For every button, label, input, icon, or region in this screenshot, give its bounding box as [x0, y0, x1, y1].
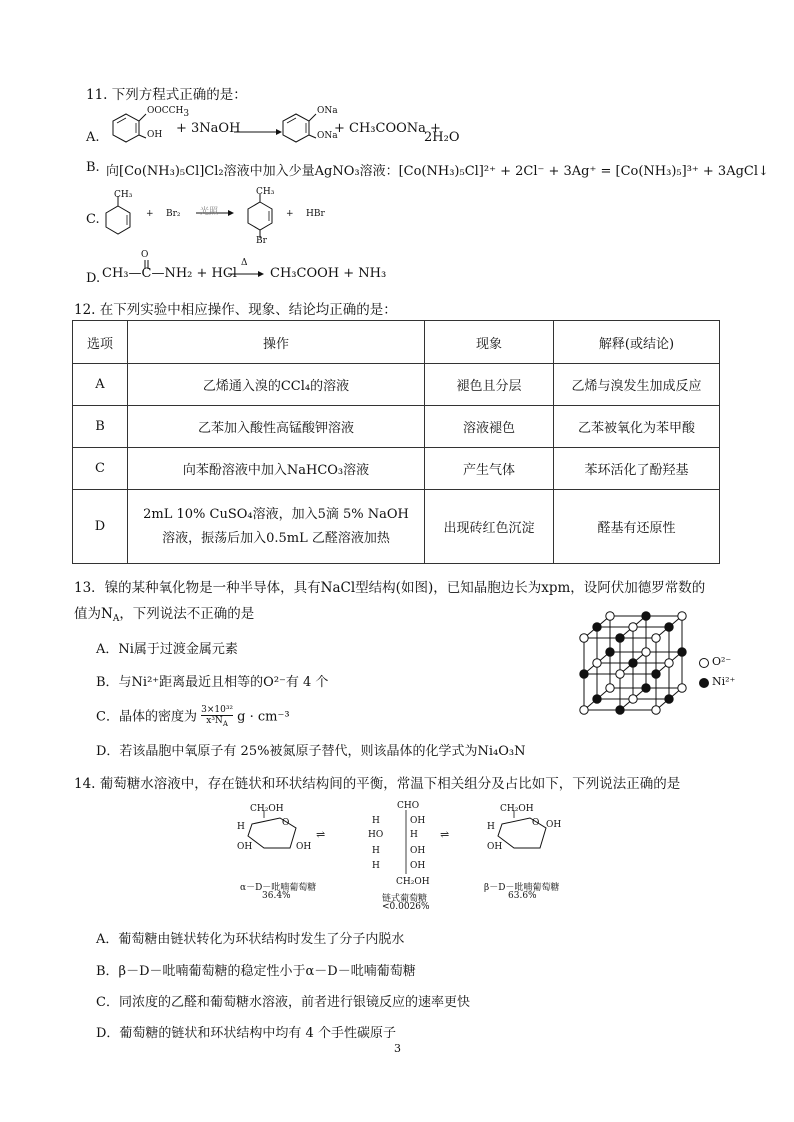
chain-oh-4: OH — [410, 861, 426, 871]
oxide-ion — [629, 623, 637, 631]
q14-stem: 14. 葡萄糖水溶液中，存在链状和环状结构间的平衡，常温下相关组分及占比如下，下列说法正确的是 — [74, 776, 681, 792]
cell-operation-line1: 2mL 10% CuSO₄溶液，加入5滴 5% NaOH — [143, 506, 409, 522]
q11-c-br2: Br₂ — [166, 209, 181, 219]
q13-option-d: D．若该晶胞中氧原子有 25%被氮原子替代，则该晶体的化学式为Ni₄O₃N — [96, 744, 526, 759]
q11-a-products: + CH₃COONa + — [334, 121, 441, 136]
equilibrium-arrow-1: ⇌ — [316, 828, 326, 841]
cell-operation-line2: 溶液，振荡后加入0.5mL 乙醛溶液加热 — [162, 530, 390, 546]
col-header-conclusion: 解释(或结论) — [554, 321, 720, 364]
q11-option-b-text: 向[Co(NH₃)₅Cl]Cl₂溶液中加入少量AgNO₃溶液：[Co(NH₃)₅Cl]²⁺ + 2Cl⁻ + 3Ag⁺ = [Co(NH₃)₅]³⁺ + 3AgCl↓ — [106, 164, 769, 179]
cell-conclusion: 乙苯被氧化为苯甲酸 — [554, 406, 720, 448]
q11-c-prod-br: Br — [256, 236, 267, 246]
nickel-legend-icon — [698, 677, 710, 689]
q11-a-ona-2: ONa — [317, 131, 338, 141]
q14-option-d: D．葡萄糖的链状和环状结构中均有 4 个手性碳原子 — [96, 1026, 396, 1041]
cell-conclusion: 苯环活化了酚羟基 — [554, 448, 720, 490]
oxide-ion — [665, 659, 673, 667]
oxide-ion — [678, 612, 686, 620]
cell-option: C — [73, 448, 128, 490]
q13-option-c: C．晶体的密度为 $\frac{\text{3×10³²}}{x^3N_A}$ g · cm⁻³ — [96, 705, 290, 728]
q11-option-d-label: D. — [86, 271, 101, 286]
q11-a-water: 2H₂O — [424, 130, 460, 145]
table-row — [73, 448, 720, 490]
cell-conclusion: 乙烯与溴发生加成反应 — [554, 364, 720, 406]
q11-c-plus1: + — [146, 209, 154, 219]
oxide-ion — [629, 695, 637, 703]
oxide-ion — [678, 684, 686, 692]
q11-c-plus2: + — [286, 209, 294, 219]
q14-option-a: A．葡萄糖由链状转化为环状结构时发生了分子内脱水 — [96, 932, 405, 947]
beta-percent: 63.6% — [508, 891, 537, 901]
q11-d-arrow — [228, 270, 264, 278]
nickel-ion — [593, 695, 601, 703]
cell-phenomenon: 褪色且分层 — [425, 364, 554, 406]
nickel-ion — [678, 648, 686, 656]
col-header-phenomenon: 现象 — [425, 321, 554, 364]
q11-d-left: CH₃—C—NH₂ + HCl — [102, 266, 237, 281]
chain-name: 链式葡萄糖 — [382, 894, 428, 904]
oxide-ion — [606, 612, 614, 620]
chain-h-1: H — [372, 816, 380, 826]
q11-c-structures — [100, 188, 320, 250]
alpha-name: α－D－吡喃葡萄糖 — [240, 883, 317, 893]
alpha-ch2oh: CH₂OH — [250, 804, 284, 814]
alpha-percent: 36.4% — [262, 891, 291, 901]
q14-option-c: C．同浓度的乙醛和葡萄糖水溶液，前者进行银镜反应的速率更快 — [96, 995, 470, 1010]
q11-a-acetoxy: OOCCH3 — [147, 106, 190, 119]
q12-table — [72, 320, 720, 564]
oxide-ion — [593, 659, 601, 667]
q11-d-right: CH₃COOH + NH₃ — [270, 266, 387, 281]
beta-oh-2: OH — [487, 842, 503, 852]
oxide-ion — [580, 706, 588, 714]
oxide-ion — [642, 648, 650, 656]
nickel-ion — [616, 634, 624, 642]
q11-option-c-label: C. — [86, 212, 100, 227]
equilibrium-arrow-2: ⇌ — [440, 828, 450, 841]
chain-h-2: H — [410, 830, 418, 840]
nickel-ion — [616, 706, 624, 714]
nickel-ion — [606, 648, 614, 656]
nacl-unit-cell-diagram — [574, 600, 694, 720]
alpha-o: O — [282, 818, 290, 828]
alpha-h: H — [237, 822, 245, 832]
q11-c-condition: 光照 — [200, 207, 219, 217]
oxide-ion — [652, 706, 660, 714]
oxide-ion — [616, 670, 624, 678]
col-header-option: 选项 — [73, 321, 128, 364]
cell-phenomenon: 溶液褪色 — [425, 406, 554, 448]
cell-conclusion: 醛基有还原性 — [554, 490, 720, 564]
q11-d-heat: Δ — [241, 258, 248, 268]
cell-operation — [128, 490, 425, 564]
alpha-oh: OH — [237, 842, 253, 852]
nickel-ion — [652, 670, 660, 678]
q11-option-b-label: B. — [86, 160, 100, 175]
q11-a-naoh: + 3NaOH — [176, 121, 241, 136]
alpha-oh-2: OH — [296, 842, 312, 852]
nickel-ion — [593, 623, 601, 631]
nickel-ion — [665, 623, 673, 631]
chain-h-4: H — [372, 861, 380, 871]
q13-stem-line2: 值为$N_A$，下列说法不正确的是 — [74, 606, 255, 624]
q11-d-oxygen: O — [141, 250, 149, 260]
cell-option: B — [73, 406, 128, 448]
oxide-legend-icon — [698, 657, 710, 669]
chain-h-3: H — [372, 846, 380, 856]
cell-phenomenon: 出现砖红色沉淀 — [425, 490, 554, 564]
chain-oh-1: OH — [410, 816, 426, 826]
q11-c-hbr: HBr — [306, 209, 325, 219]
cell-operation: 乙烯通入溴的CCl₄的溶液 — [128, 364, 425, 406]
cell-option: D — [73, 490, 128, 564]
page-number: 3 — [394, 1042, 401, 1055]
beta-o: O — [532, 818, 540, 828]
beta-h: H — [487, 822, 495, 832]
nickel-ion — [642, 684, 650, 692]
cell-phenomenon: 产生气体 — [425, 448, 554, 490]
q14-option-b: B．β－D－吡喃葡萄糖的稳定性小于α－D－吡喃葡萄糖 — [96, 964, 416, 979]
chain-ch2oh: CH₂OH — [396, 877, 430, 887]
q13-stem-line1: 13．镍的某种氧化物是一种半导体，具有NaCl型结构(如图)，已知晶胞边长为xpm，设阿伏加德罗常数的 — [74, 580, 706, 596]
q13-option-b: B．与Ni²⁺距离最近且相等的O²⁻有 4 个 — [96, 675, 329, 690]
col-header-operation: 操作 — [128, 321, 425, 364]
table-row — [73, 490, 720, 564]
beta-glucose-ring — [484, 806, 564, 866]
beta-name: β－D－吡喃葡萄糖 — [484, 883, 560, 893]
q11-a-oh: OH — [147, 130, 163, 140]
table-header-row — [73, 321, 720, 364]
chain-ho: HO — [368, 830, 384, 840]
table-row — [73, 364, 720, 406]
legend-oxide-label: O²⁻ — [712, 655, 732, 668]
nickel-ion — [642, 612, 650, 620]
alpha-glucose-ring — [234, 806, 314, 866]
q11-option-a-label: A. — [86, 130, 100, 145]
nickel-ion — [629, 659, 637, 667]
q11-a-ona-1: ONa — [317, 106, 338, 116]
oxide-ion — [606, 684, 614, 692]
chain-percent: <0.0026% — [382, 902, 430, 912]
oxide-ion — [580, 634, 588, 642]
q12-stem: 12. 在下列实验中相应操作、现象、结论均正确的是： — [74, 302, 397, 318]
q11-c-prod-me: CH₃ — [256, 187, 275, 197]
legend-nickel-label: Ni²⁺ — [712, 675, 736, 688]
beta-ch2oh: CH₂OH — [500, 804, 534, 814]
cell-operation: 乙苯加入酸性高锰酸钾溶液 — [128, 406, 425, 448]
nickel-ion — [665, 695, 673, 703]
cell-option: A — [73, 364, 128, 406]
q11-c-me: CH₃ — [114, 190, 133, 200]
cell-operation: 向苯酚溶液中加入NaHCO₃溶液 — [128, 448, 425, 490]
oxide-ion — [652, 634, 660, 642]
nickel-ion — [580, 670, 588, 678]
q11-stem: 11. 下列方程式正确的是： — [86, 87, 247, 103]
chain-cho: CHO — [397, 801, 420, 811]
chain-oh-3: OH — [410, 846, 426, 856]
beta-oh: OH — [546, 820, 562, 830]
table-row — [73, 406, 720, 448]
q13-option-a: A．Ni属于过渡金属元素 — [96, 642, 238, 657]
